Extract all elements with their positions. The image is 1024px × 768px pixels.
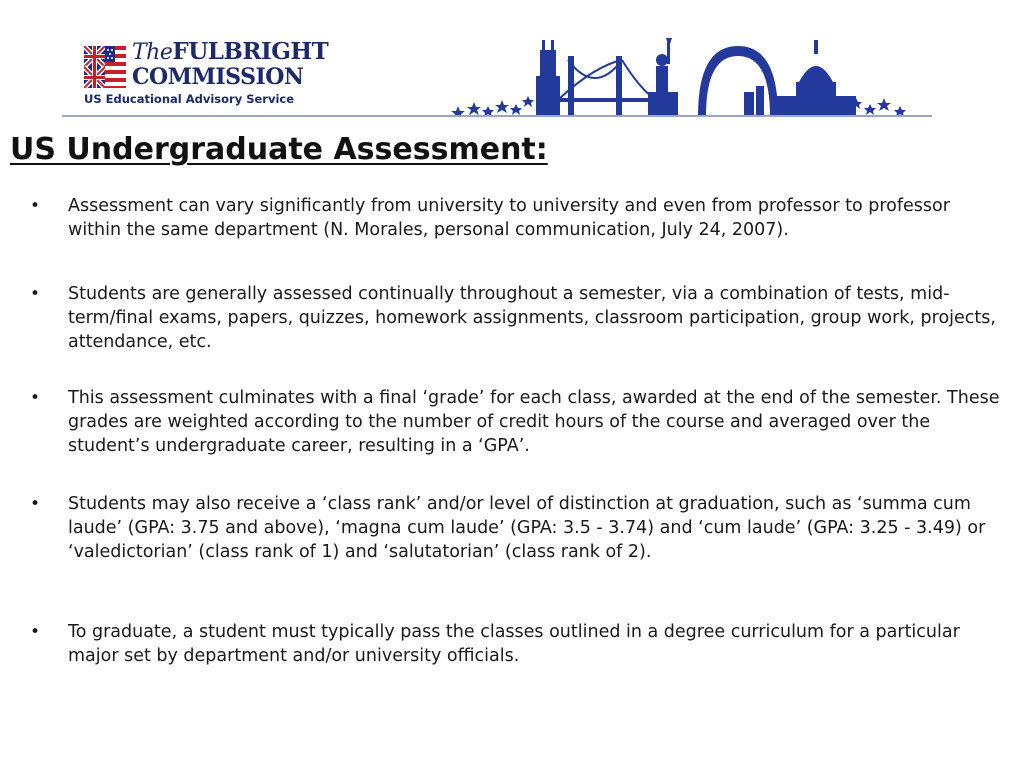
bullet-icon: • <box>30 622 41 642</box>
star-icon <box>467 102 481 115</box>
logo-commission: COMMISSION <box>132 64 304 90</box>
bullet-text: Students are generally assessed continually throughout a semester, via a combination of tests, mid-term/final exams, papers, quizzes, homework assignments, classroom participation, group work, projects, attendance, etc. <box>68 284 996 352</box>
logo <box>132 38 329 90</box>
list-item <box>30 386 1008 458</box>
bullet-text: Students may also receive a ‘class rank’ and/or level of distinction at graduation, such as ‘summa cum laude’ (GPA: 3.75 and above), ‘magna cum laude’ (GPA: 3.5 - 3.74) and ‘cum laude’ (GPA: 3.25 - 3.49) or ‘valedictorian’ (class rank of 1) and ‘salutatorian’ (class rank of 2). <box>68 494 986 562</box>
logo-subtitle: US Educational Advisory Service <box>84 92 295 106</box>
logo-fulbright: FULBRIGHT <box>172 38 329 65</box>
bullet-icon: • <box>30 388 41 408</box>
bullet-text: Assessment can vary significantly from university to university and even from professor to professor within the same department (N. Morales, personal communication, July 24, 2007). <box>68 196 950 240</box>
list-item <box>30 194 1008 242</box>
list-item <box>30 492 1008 564</box>
skyline-illustration <box>448 36 918 116</box>
list-item <box>30 282 1008 354</box>
slide-title: US Undergraduate Assessment: <box>10 132 548 167</box>
star-icon <box>495 100 509 113</box>
logo-line-1 <box>132 38 329 65</box>
bullet-icon: • <box>30 196 41 216</box>
header-divider <box>62 115 932 117</box>
star-icon <box>864 104 876 115</box>
star-icon <box>877 98 891 111</box>
bullet-icon: • <box>30 284 41 304</box>
star-icon <box>522 96 534 107</box>
bullet-text: To graduate, a student must typically pass the classes outlined in a degree curriculum for a particular major set by department and/or university officials. <box>68 622 960 666</box>
star-icon <box>510 104 522 115</box>
bullet-text: This assessment culminates with a final ‘grade’ for each class, awarded at the end of the semester. These grades are weighted according to the number of credit hours of the course and averaged over the student’s undergraduate career, resulting in a ‘GPA’. <box>68 388 1000 456</box>
flag-icon <box>84 46 126 88</box>
bullet-icon: • <box>30 494 41 514</box>
list-item <box>30 620 1008 668</box>
logo-the: The <box>132 40 173 65</box>
